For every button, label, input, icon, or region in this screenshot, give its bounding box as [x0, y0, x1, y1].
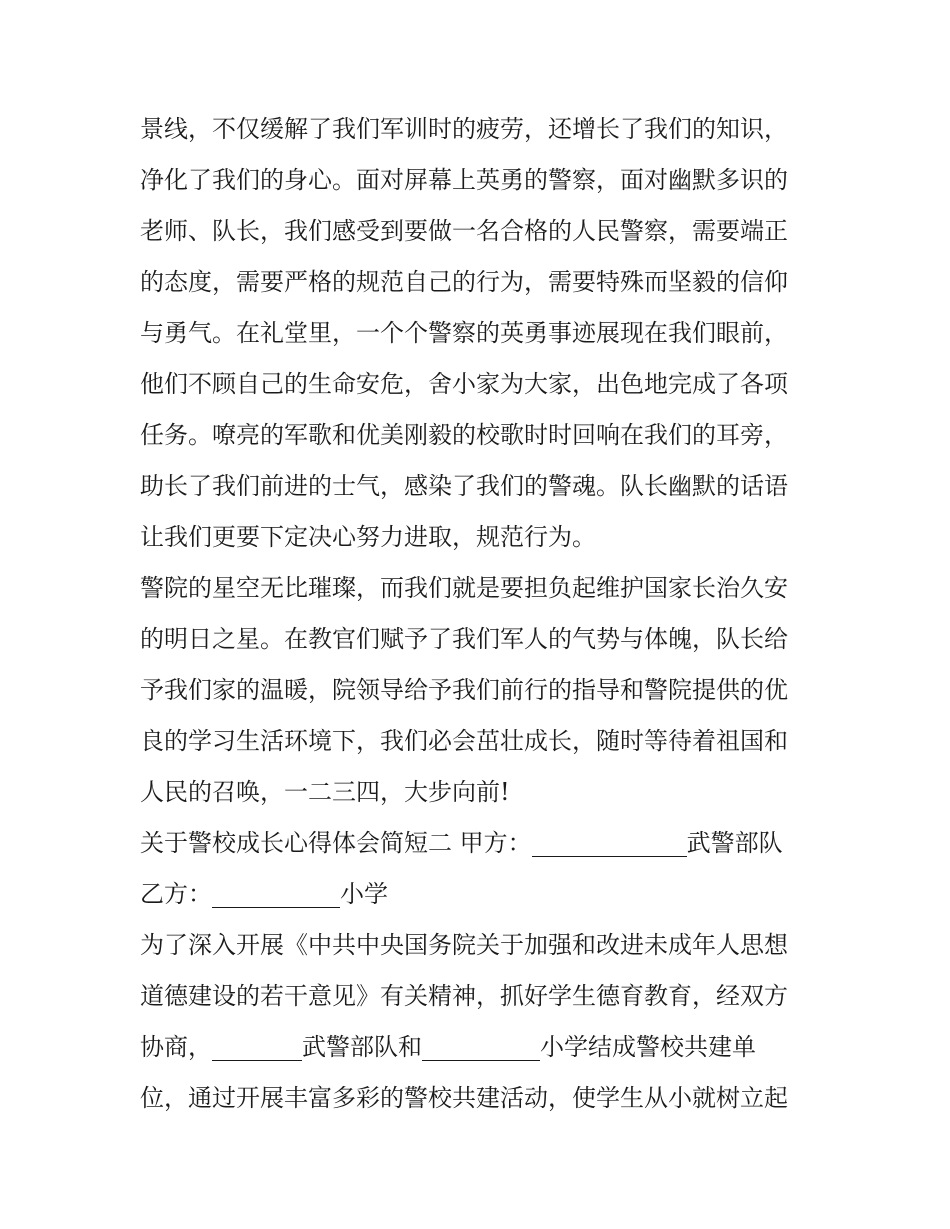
negotiation-suffix: 小学结成警校共建单: [540, 1033, 756, 1061]
text-line: 位，通过开展丰富多彩的警校共建活动，使学生从小就树立起: [140, 1084, 788, 1112]
text-line: 助长了我们前进的士气，感染了我们的警魂。队长幽默的话语: [140, 472, 788, 500]
text-line: 净化了我们的身心。面对屏幕上英勇的警察，面对幽默多识的: [140, 166, 788, 194]
text-line: 警院的星空无比璀璨，而我们就是要担负起维护国家长治久安: [140, 574, 788, 602]
party-b-label: 乙方：: [140, 880, 212, 908]
party-b-suffix: 小学: [340, 880, 388, 908]
negotiation-prefix: 协商，: [140, 1033, 212, 1061]
negotiation-middle: 武警部队和: [302, 1033, 422, 1061]
document-body: [140, 104, 820, 1124]
text-line: 与勇气。在礼堂里，一个个警察的英勇事迹展现在我们眼前，: [140, 319, 788, 347]
text-line: 道德建设的若干意见》有关精神，抓好学生德育教育，经双方: [140, 982, 788, 1010]
contract-heading-text: 关于警校成长心得体会简短二 甲方：: [140, 829, 532, 857]
party-a-blank: [532, 830, 687, 857]
text-line: 老师、队长，我们感受到要做一名合格的人民警察，需要端正: [140, 217, 788, 245]
police-unit-blank: [212, 1034, 302, 1061]
text-line: 予我们家的温暖，院领导给予我们前行的指导和警院提供的优: [140, 676, 788, 704]
text-line: 的态度，需要严格的规范自己的行为，需要特殊而坚毅的信仰: [140, 268, 788, 296]
party-b-blank: [212, 881, 340, 908]
school-blank: [422, 1034, 540, 1061]
text-line: 的明日之星。在教官们赋予了我们军人的气势与体魄，队长给: [140, 625, 788, 653]
party-a-suffix: 武警部队: [686, 829, 783, 857]
contract-party-b-line: [140, 869, 820, 920]
text-line: 良的学习生活环境下，我们必会茁壮成长，随时等待着祖国和: [140, 727, 788, 755]
text-line: 为了深入开展《中共中央国务院关于加强和改进未成年人思想: [140, 931, 788, 959]
text-line: 他们不顾自己的生命安危，舍小家为大家，出色地完成了各项: [140, 370, 788, 398]
contract-party-a-line: [140, 818, 820, 869]
text-line: 任务。嘹亮的军歌和优美刚毅的校歌时时回响在我们的耳旁，: [140, 421, 788, 449]
text-line: 人民的召唤，一二三四，大步向前!: [140, 778, 510, 806]
text-line: 景线，不仅缓解了我们军训时的疲劳，还增长了我们的知识，: [140, 115, 788, 143]
text-line: 让我们更要下定决心努力进取，规范行为。: [140, 523, 596, 551]
contract-negotiation-line: [140, 1022, 820, 1073]
